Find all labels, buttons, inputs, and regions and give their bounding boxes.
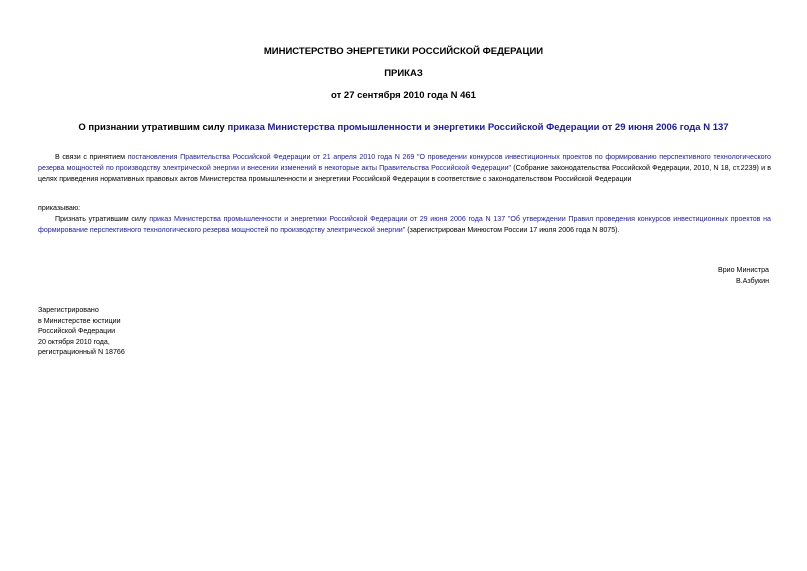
preamble-suffix: (Собрание законодательства Российской Федерации, 2010, N 18, ст.2239) и в целях приведения нормативных правовых актов Министерства промышленности и энергетики Российской Федерации в соответствие с законодательством Российской Федерации [38,164,772,183]
paragraph-order-word: приказываю: [38,204,81,212]
title-prefix: О признании утратившим силу [78,122,228,133]
registration-block [38,305,125,358]
registration-line: Зарегистрировано [38,306,99,314]
signature-block [718,265,769,287]
resolution-link[interactable]: постановления Правительства Российской Федерации от 21 апреля 2010 года N 269 "О проведении конкурсов инвестиционных проектов по формированию перспективного технологического резерва мощностей по производству электрической энергии и внесении изменений в некоторые акты Правительства Российской Федерации" [38,153,771,172]
document-date: от 27 сентября 2010 года N 461 [331,90,476,101]
preamble-prefix: В связи с принятием [55,153,128,161]
order-prefix: Признать утратившим силу [55,215,150,223]
paragraph-order [38,214,771,236]
registration-line: 20 октября 2010 года, [38,337,110,346]
title-link[interactable]: приказа Министерства промышленности и энергетики Российской Федерации от 29 июня 2006 года N 137 [227,122,729,133]
order-suffix: (зарегистрирован Минюстом России 17 июля 2006 года N 8075). [405,226,620,234]
document-title [0,122,807,133]
signature-name: В.Азбукин [735,277,769,285]
registration-line: регистрационный N 18766 [38,348,125,356]
ministry-name: МИНИСТЕРСТВО ЭНЕРГЕТИКИ РОССИЙСКОЙ ФЕДЕРАЦИИ [263,46,544,57]
registration-line: Российской Федерации [38,327,116,335]
document-type: ПРИКАЗ [384,68,423,79]
registration-line: в Министерстве юстиции [38,316,121,325]
signature-position: Врио Министра [718,266,769,274]
paragraph-preamble [38,152,771,185]
order-link[interactable]: приказ Министерства промышленности и энергетики Российской Федерации от 29 июня 2006 года N 137 "Об утверждении Правил проведения конкурсов инвестиционных проектов на формирование перспективного технологического резерва мощностей по производству электрической энергии" [38,215,772,234]
